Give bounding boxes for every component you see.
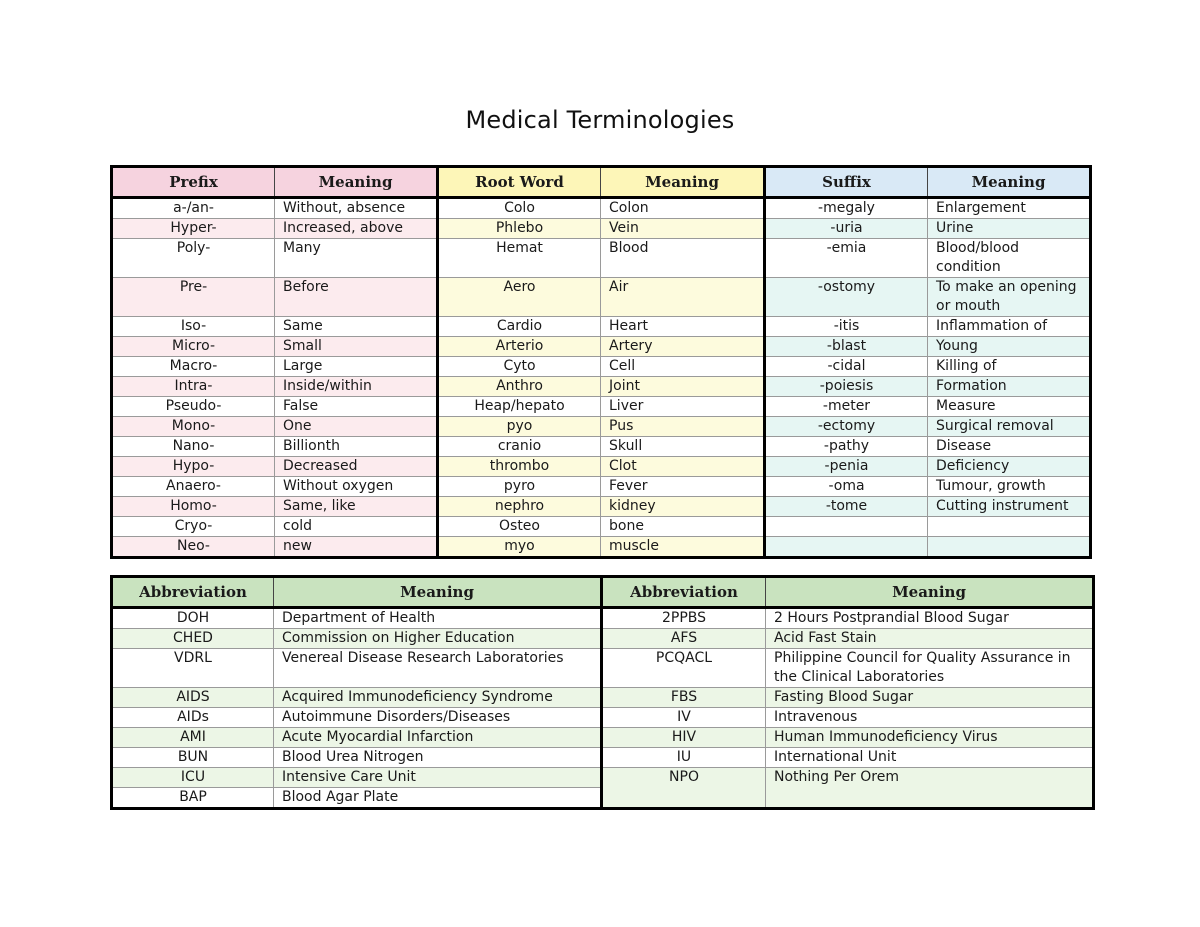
root-word-cell: cranio [438,437,601,457]
table-row [112,457,1091,477]
prefix-cell: Pre- [112,278,275,317]
root-word-cell: Cardio [438,317,601,337]
suffix-cell: -poiesis [765,377,928,397]
prefix-cell: Hyper- [112,219,275,239]
table-row [112,608,1094,629]
abbreviation-cell: IV [602,708,766,728]
table-row [112,357,1091,377]
suffix-cell: -blast [765,337,928,357]
table-row [112,748,1094,768]
prefix-cell: Homo- [112,497,275,517]
root-word-cell: Cyto [438,357,601,377]
table-row [112,239,1091,278]
header-suffix: Suffix [765,167,928,198]
suffix-meaning-cell: To make an opening or mouth [928,278,1091,317]
suffix-cell: -cidal [765,357,928,377]
prefix-meaning-cell: Same, like [275,497,438,517]
suffix-meaning-cell: Disease [928,437,1091,457]
root-word-cell: pyo [438,417,601,437]
abbreviation-cell: BAP [112,788,274,809]
suffix-meaning-cell: Tumour, growth [928,477,1091,497]
prefix-cell: Intra- [112,377,275,397]
root-meaning-cell: Artery [601,337,765,357]
abbreviation-meaning-cell: International Unit [766,748,1094,768]
table-row [112,377,1091,397]
suffix-meaning-cell: Cutting instrument [928,497,1091,517]
prefix-cell: Pseudo- [112,397,275,417]
root-meaning-cell: kidney [601,497,765,517]
root-word-cell: nephro [438,497,601,517]
suffix-cell: -ectomy [765,417,928,437]
suffix-meaning-cell: Formation [928,377,1091,397]
abbreviation-meaning-cell: Venereal Disease Research Laboratories [274,649,602,688]
suffix-meaning-cell: Surgical removal [928,417,1091,437]
abbreviation-header-row [112,577,1094,608]
root-meaning-cell: Pus [601,417,765,437]
table-row [112,497,1091,517]
abbreviation-cell: NPO [602,768,766,809]
suffix-meaning-cell: Young [928,337,1091,357]
root-meaning-cell: Clot [601,457,765,477]
prefix-meaning-cell: Billionth [275,437,438,457]
header-meaning-left: Meaning [274,577,602,608]
abbreviation-cell: PCQACL [602,649,766,688]
abbreviation-cell: AIDs [112,708,274,728]
suffix-meaning-cell: Killing of [928,357,1091,377]
suffix-cell: -itis [765,317,928,337]
prefix-meaning-cell: False [275,397,438,417]
prefix-cell: Macro- [112,357,275,377]
terminology-header-row [112,167,1091,198]
table-row [112,768,1094,788]
root-meaning-cell: Air [601,278,765,317]
abbreviation-meaning-cell: Philippine Council for Quality Assurance in the Clinical Laboratories [766,649,1094,688]
root-meaning-cell: Fever [601,477,765,497]
table-row [112,397,1091,417]
terminology-table [110,165,1092,559]
header-abbreviation-left: Abbreviation [112,577,274,608]
root-word-cell: myo [438,537,601,558]
root-meaning-cell: Skull [601,437,765,457]
abbreviation-table [110,575,1095,810]
prefix-cell: Hypo- [112,457,275,477]
root-word-cell: Anthro [438,377,601,397]
root-meaning-cell: bone [601,517,765,537]
table-row [112,728,1094,748]
table-row [112,477,1091,497]
suffix-cell: -megaly [765,198,928,219]
header-abbreviation-right: Abbreviation [602,577,766,608]
suffix-meaning-cell: Urine [928,219,1091,239]
root-word-cell: Arterio [438,337,601,357]
prefix-cell: Neo- [112,537,275,558]
suffix-cell: -uria [765,219,928,239]
suffix-cell [765,517,928,537]
table-row [112,198,1091,219]
root-meaning-cell: Joint [601,377,765,397]
abbreviation-meaning-cell: Fasting Blood Sugar [766,688,1094,708]
root-meaning-cell: muscle [601,537,765,558]
abbreviation-cell: HIV [602,728,766,748]
root-meaning-cell: Liver [601,397,765,417]
abbreviation-meaning-cell: Human Immunodeficiency Virus [766,728,1094,748]
table-row [112,417,1091,437]
abbreviation-cell: AIDS [112,688,274,708]
page-title: Medical Terminologies [465,106,735,134]
abbreviation-meaning-cell: Department of Health [274,608,602,629]
prefix-meaning-cell: One [275,417,438,437]
prefix-meaning-cell: Decreased [275,457,438,477]
table-row [112,337,1091,357]
suffix-cell: -penia [765,457,928,477]
suffix-cell: -ostomy [765,278,928,317]
abbreviation-cell: CHED [112,629,274,649]
root-word-cell: Heap/hepato [438,397,601,417]
table-row [112,517,1091,537]
suffix-cell: -tome [765,497,928,517]
suffix-cell: -emia [765,239,928,278]
header-root-meaning: Meaning [601,167,765,198]
suffix-meaning-cell: Blood/blood condition [928,239,1091,278]
prefix-meaning-cell: Without oxygen [275,477,438,497]
abbreviation-cell: ICU [112,768,274,788]
table-row [112,708,1094,728]
abbreviation-cell: AFS [602,629,766,649]
header-root-word: Root Word [438,167,601,198]
suffix-meaning-cell [928,517,1091,537]
prefix-cell: Anaero- [112,477,275,497]
prefix-meaning-cell: Without, absence [275,198,438,219]
header-suffix-meaning: Meaning [928,167,1091,198]
abbreviation-meaning-cell: 2 Hours Postprandial Blood Sugar [766,608,1094,629]
root-word-cell: Colo [438,198,601,219]
root-meaning-cell: Cell [601,357,765,377]
header-prefix-meaning: Meaning [275,167,438,198]
abbreviation-meaning-cell: Nothing Per Orem [766,768,1094,809]
prefix-meaning-cell: Many [275,239,438,278]
prefix-meaning-cell: Inside/within [275,377,438,397]
prefix-cell: Cryo- [112,517,275,537]
prefix-cell: a-/an- [112,198,275,219]
root-word-cell: Phlebo [438,219,601,239]
header-meaning-right: Meaning [766,577,1094,608]
suffix-meaning-cell: Enlargement [928,198,1091,219]
abbreviation-cell: FBS [602,688,766,708]
prefix-cell: Iso- [112,317,275,337]
prefix-meaning-cell: new [275,537,438,558]
abbreviation-meaning-cell: Commission on Higher Education [274,629,602,649]
prefix-meaning-cell: Increased, above [275,219,438,239]
header-prefix: Prefix [112,167,275,198]
suffix-meaning-cell [928,537,1091,558]
root-word-cell: Aero [438,278,601,317]
abbreviation-meaning-cell: Blood Urea Nitrogen [274,748,602,768]
table-row [112,649,1094,688]
abbreviation-cell: IU [602,748,766,768]
table-row [112,278,1091,317]
table-row [112,629,1094,649]
abbreviation-meaning-cell: Blood Agar Plate [274,788,602,809]
suffix-cell [765,537,928,558]
prefix-cell: Nano- [112,437,275,457]
suffix-meaning-cell: Inflammation of [928,317,1091,337]
root-word-cell: thrombo [438,457,601,477]
abbreviation-cell: 2PPBS [602,608,766,629]
prefix-cell: Micro- [112,337,275,357]
table-row [112,317,1091,337]
root-meaning-cell: Heart [601,317,765,337]
prefix-meaning-cell: Same [275,317,438,337]
abbreviation-cell: DOH [112,608,274,629]
suffix-cell: -oma [765,477,928,497]
root-meaning-cell: Blood [601,239,765,278]
suffix-meaning-cell: Deficiency [928,457,1091,477]
root-word-cell: pyro [438,477,601,497]
abbreviation-meaning-cell: Intravenous [766,708,1094,728]
abbreviation-meaning-cell: Acquired Immunodeficiency Syndrome [274,688,602,708]
root-word-cell: Hemat [438,239,601,278]
abbreviation-cell: VDRL [112,649,274,688]
abbreviation-meaning-cell: Acute Myocardial Infarction [274,728,602,748]
root-meaning-cell: Colon [601,198,765,219]
prefix-meaning-cell: Before [275,278,438,317]
abbreviation-meaning-cell: Acid Fast Stain [766,629,1094,649]
prefix-meaning-cell: Large [275,357,438,377]
abbreviation-meaning-cell: Intensive Care Unit [274,768,602,788]
abbreviation-cell: BUN [112,748,274,768]
prefix-cell: Mono- [112,417,275,437]
prefix-meaning-cell: cold [275,517,438,537]
prefix-cell: Poly- [112,239,275,278]
suffix-cell: -meter [765,397,928,417]
table-row [112,437,1091,457]
table-row [112,688,1094,708]
suffix-cell: -pathy [765,437,928,457]
abbreviation-cell: AMI [112,728,274,748]
prefix-meaning-cell: Small [275,337,438,357]
table-row [112,219,1091,239]
abbreviation-meaning-cell: Autoimmune Disorders/Diseases [274,708,602,728]
suffix-meaning-cell: Measure [928,397,1091,417]
root-meaning-cell: Vein [601,219,765,239]
table-row [112,537,1091,558]
root-word-cell: Osteo [438,517,601,537]
